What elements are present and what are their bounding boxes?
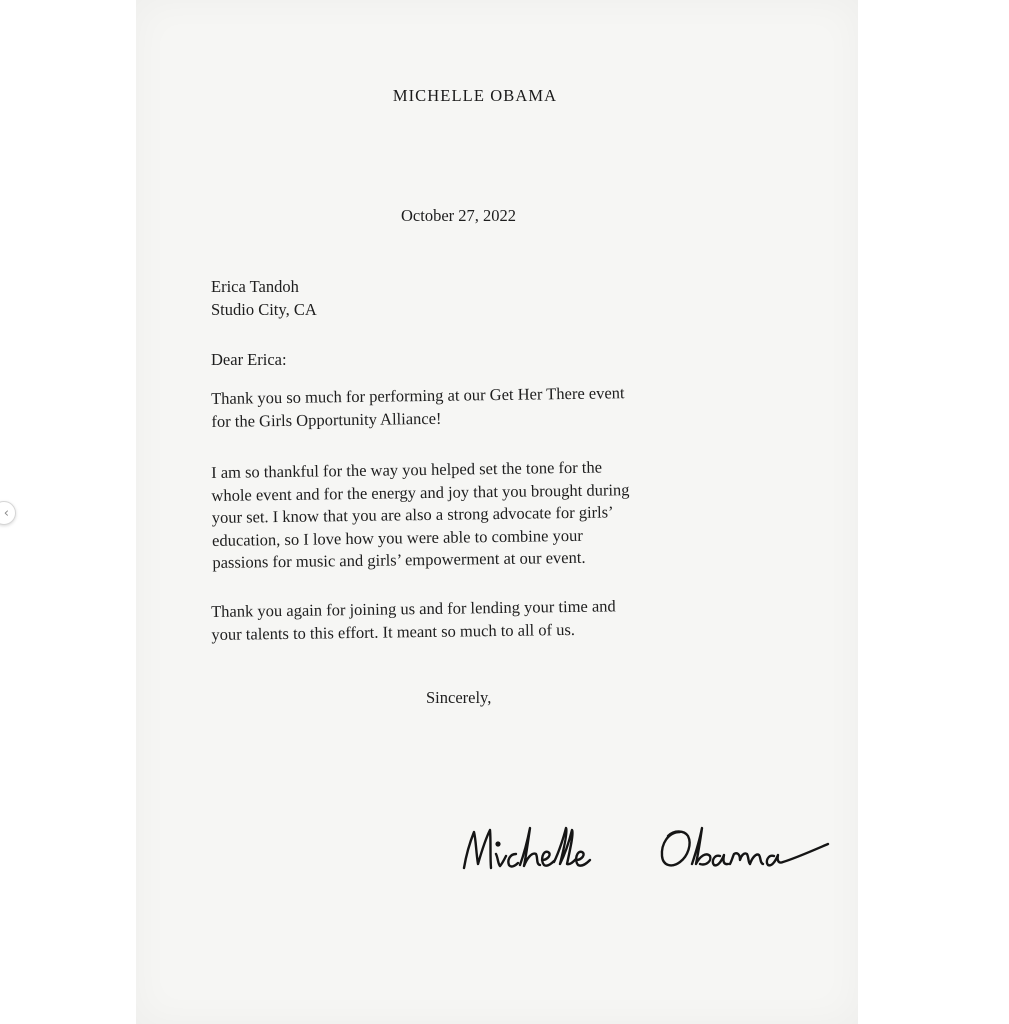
- salutation: Dear Erica:: [211, 350, 287, 369]
- recipient-name: Erica Tandoh: [211, 277, 299, 296]
- paragraph-line: for the Girls Opportunity Alliance!: [211, 408, 442, 431]
- paragraph-line: I am so thankful for the way you helped set the tone for the: [211, 457, 603, 482]
- letterhead: MICHELLE OBAMA: [392, 86, 558, 105]
- paragraph-2: [211, 454, 753, 574]
- paragraph-line: passions for music and girls’ empowerment at our event.: [212, 547, 586, 572]
- previous-image-button[interactable]: [0, 501, 16, 525]
- paragraph-line: whole event and for the energy and joy that you brought during: [211, 479, 630, 505]
- recipient-address: [211, 276, 751, 321]
- recipient-location: Studio City, CA: [211, 299, 317, 319]
- closing: Sincerely,: [426, 688, 492, 707]
- paragraph-line: Thank you again for joining us and for lending your time and: [211, 596, 616, 621]
- chevron-left-icon: ‹: [3, 506, 9, 521]
- paragraph-line: your talents to this effort. It meant so much to all of us.: [211, 619, 576, 644]
- paragraph-3: [211, 593, 752, 646]
- paragraph-line: Thank you so much for performing at our Get Her There event: [211, 383, 625, 408]
- paragraph-line: education, so I love how you were able to combine your: [211, 525, 583, 550]
- paragraph-1: [211, 380, 752, 433]
- letter-date: October 27, 2022: [401, 206, 517, 225]
- paragraph-line: your set. I know that you are also a strong advocate for girls’: [211, 502, 614, 527]
- signature: [456, 818, 836, 880]
